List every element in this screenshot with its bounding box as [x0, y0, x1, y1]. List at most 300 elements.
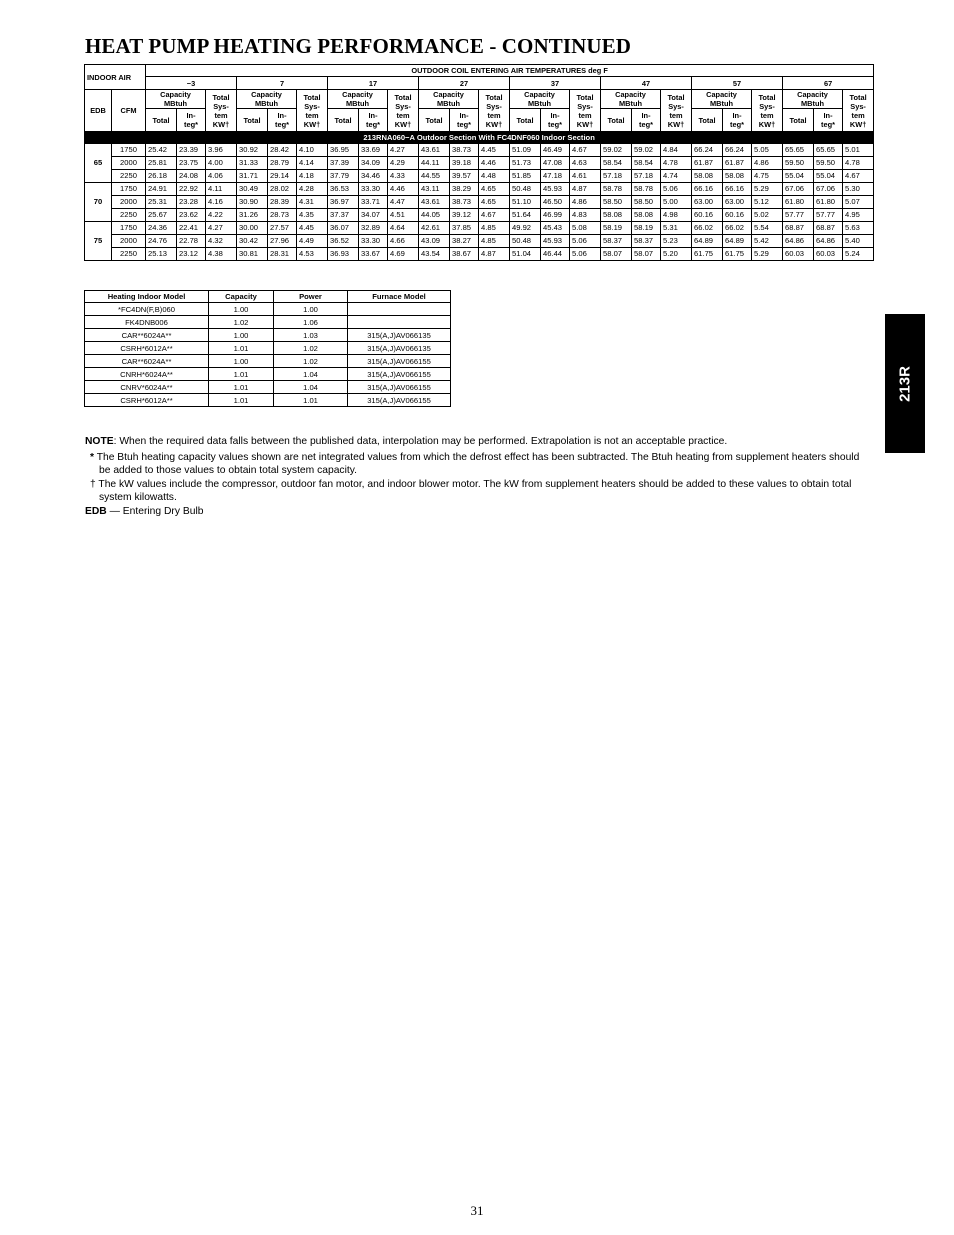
temperature-header: 7 — [237, 77, 328, 90]
performance-value: 30.90 — [237, 196, 268, 209]
edb-value: 65 — [85, 144, 112, 183]
performance-value: 61.80 — [814, 196, 843, 209]
total-capacity-header: Total — [328, 109, 359, 132]
performance-value: 60.03 — [814, 248, 843, 261]
note-interpolation: NOTE: When the required data falls between the published data, interpolation may be performed. Extrapolation is not an acceptable practice. — [85, 436, 728, 447]
table-row — [85, 291, 451, 303]
note-capacity-footnote: * The Btuh heating capacity values shown are net integrated values from which the defrost effect has been subtracted. The Btuh heating from supplement heaters should be added to those values to obtain total system capacity. — [90, 451, 860, 476]
performance-value: 4.95 — [843, 209, 874, 222]
edb-value: 70 — [85, 183, 112, 222]
table-row — [85, 196, 874, 209]
model-table-cell: 1.04 — [274, 368, 348, 381]
capacity-header: Capacity MBtuh — [146, 90, 206, 109]
performance-value: 5.06 — [661, 183, 692, 196]
performance-value: 58.08 — [692, 170, 723, 183]
performance-value: 25.67 — [146, 209, 177, 222]
performance-value: 47.08 — [541, 157, 570, 170]
performance-value: 58.37 — [601, 235, 632, 248]
integrated-capacity-header: In- teg* — [814, 109, 843, 132]
section-tab-label: 213R — [896, 365, 914, 402]
section-tab — [885, 314, 925, 453]
performance-value: 47.18 — [541, 170, 570, 183]
performance-value: 57.77 — [814, 209, 843, 222]
performance-value: 59.02 — [632, 144, 661, 157]
notes-section — [85, 435, 865, 518]
total-capacity-header: Total — [510, 109, 541, 132]
model-table-cell: CAR**6024A** — [85, 355, 209, 368]
integrated-capacity-header: In- teg* — [177, 109, 206, 132]
performance-value: 25.42 — [146, 144, 177, 157]
performance-value: 30.49 — [237, 183, 268, 196]
performance-value: 4.38 — [206, 248, 237, 261]
total-system-kw-header: Total Sys- tem KW† — [570, 90, 601, 132]
performance-value: 46.99 — [541, 209, 570, 222]
performance-value: 5.02 — [752, 209, 783, 222]
performance-value: 58.54 — [601, 157, 632, 170]
performance-value: 43.61 — [419, 196, 450, 209]
total-capacity-header: Total — [783, 109, 814, 132]
model-table-cell: 315(A,J)AV066135 — [348, 342, 451, 355]
performance-value: 5.40 — [843, 235, 874, 248]
performance-value: 4.75 — [752, 170, 783, 183]
performance-value: 25.31 — [146, 196, 177, 209]
performance-value: 34.09 — [359, 157, 388, 170]
performance-value: 43.61 — [419, 144, 450, 157]
total-capacity-header: Total — [601, 109, 632, 132]
performance-value: 50.48 — [510, 183, 541, 196]
performance-value: 66.24 — [692, 144, 723, 157]
performance-value: 64.86 — [783, 235, 814, 248]
performance-value: 37.79 — [328, 170, 359, 183]
total-system-kw-header: Total Sys- tem KW† — [388, 90, 419, 132]
heating-performance-table — [84, 64, 874, 261]
performance-value: 4.00 — [206, 157, 237, 170]
performance-value: 66.16 — [723, 183, 752, 196]
performance-value: 51.85 — [510, 170, 541, 183]
performance-value: 51.04 — [510, 248, 541, 261]
table-row — [85, 248, 874, 261]
performance-value: 39.18 — [450, 157, 479, 170]
model-table-cell: CAR**6024A** — [85, 329, 209, 342]
performance-value: 26.18 — [146, 170, 177, 183]
performance-value: 66.24 — [723, 144, 752, 157]
performance-value: 50.48 — [510, 235, 541, 248]
performance-value: 4.69 — [388, 248, 419, 261]
performance-value: 68.87 — [783, 222, 814, 235]
performance-value: 46.44 — [541, 248, 570, 261]
performance-value: 39.12 — [450, 209, 479, 222]
performance-value: 60.16 — [723, 209, 752, 222]
performance-value: 5.54 — [752, 222, 783, 235]
performance-value: 4.16 — [206, 196, 237, 209]
temperature-header: 27 — [419, 77, 510, 90]
performance-value: 60.16 — [692, 209, 723, 222]
performance-value: 61.87 — [723, 157, 752, 170]
performance-value: 4.22 — [206, 209, 237, 222]
table-row — [85, 90, 874, 109]
table-row — [85, 329, 451, 342]
performance-value: 38.27 — [450, 235, 479, 248]
performance-value: 43.54 — [419, 248, 450, 261]
table-row — [85, 316, 451, 329]
performance-value: 44.55 — [419, 170, 450, 183]
note-edb-definition: EDB — Entering Dry Bulb — [85, 505, 204, 517]
performance-value: 30.92 — [237, 144, 268, 157]
performance-value: 4.49 — [297, 235, 328, 248]
performance-value: 25.81 — [146, 157, 177, 170]
performance-value: 37.85 — [450, 222, 479, 235]
performance-value: 4.27 — [206, 222, 237, 235]
performance-value: 38.73 — [450, 144, 479, 157]
performance-value: 28.31 — [268, 248, 297, 261]
cfm-value: 2250 — [112, 209, 146, 222]
total-system-kw-header: Total Sys- tem KW† — [661, 90, 692, 132]
performance-value: 58.08 — [632, 209, 661, 222]
total-system-kw-header: Total Sys- tem KW† — [479, 90, 510, 132]
performance-value: 5.06 — [570, 235, 601, 248]
table-row — [85, 144, 874, 157]
performance-value: 45.43 — [541, 222, 570, 235]
indoor-air-header: INDOOR AIR — [85, 65, 146, 90]
performance-value: 23.28 — [177, 196, 206, 209]
model-table-cell: CNRV*6024A** — [85, 381, 209, 394]
performance-value: 4.87 — [479, 248, 510, 261]
cfm-value: 1750 — [112, 222, 146, 235]
page-title: HEAT PUMP HEATING PERFORMANCE - CONTINUED — [85, 34, 632, 58]
performance-value: 64.86 — [814, 235, 843, 248]
performance-value: 4.61 — [570, 170, 601, 183]
performance-value: 58.50 — [632, 196, 661, 209]
performance-value: 32.89 — [359, 222, 388, 235]
cfm-value: 2250 — [112, 248, 146, 261]
performance-value: 5.30 — [843, 183, 874, 196]
performance-value: 31.71 — [237, 170, 268, 183]
performance-value: 36.53 — [328, 183, 359, 196]
performance-value: 38.29 — [450, 183, 479, 196]
model-table-cell: 315(A,J)AV066135 — [348, 329, 451, 342]
performance-value: 4.18 — [297, 170, 328, 183]
model-table-cell: 1.01 — [274, 394, 348, 407]
performance-value: 66.16 — [692, 183, 723, 196]
performance-value: 5.63 — [843, 222, 874, 235]
performance-value: 4.27 — [388, 144, 419, 157]
performance-value: 61.75 — [723, 248, 752, 261]
performance-value: 39.57 — [450, 170, 479, 183]
performance-value: 4.63 — [570, 157, 601, 170]
performance-value: 4.87 — [570, 183, 601, 196]
section-title: 213RNA060−A Outdoor Section With FC4DNF060 Indoor Section — [85, 132, 874, 144]
performance-value: 4.65 — [479, 196, 510, 209]
total-capacity-header: Total — [419, 109, 450, 132]
performance-value: 4.28 — [297, 183, 328, 196]
cfm-value: 1750 — [112, 183, 146, 196]
edb-value: 75 — [85, 222, 112, 261]
performance-value: 4.32 — [206, 235, 237, 248]
performance-value: 58.19 — [632, 222, 661, 235]
model-table-cell: 1.01 — [209, 381, 274, 394]
performance-value: 28.79 — [268, 157, 297, 170]
table-row — [85, 222, 874, 235]
model-table-cell: 1.01 — [209, 394, 274, 407]
performance-value: 45.93 — [541, 235, 570, 248]
performance-value: 66.02 — [692, 222, 723, 235]
performance-value: 65.65 — [783, 144, 814, 157]
integrated-capacity-header: In- teg* — [359, 109, 388, 132]
performance-value: 4.06 — [206, 170, 237, 183]
performance-value: 22.92 — [177, 183, 206, 196]
performance-value: 67.06 — [814, 183, 843, 196]
total-capacity-header: Total — [692, 109, 723, 132]
performance-value: 4.86 — [752, 157, 783, 170]
model-table-cell: 315(A,J)AV066155 — [348, 368, 451, 381]
performance-value: 30.00 — [237, 222, 268, 235]
edb-column-header: EDB — [85, 90, 112, 132]
indoor-model-correction-table — [84, 290, 451, 407]
performance-value: 33.69 — [359, 144, 388, 157]
temperature-header: 57 — [692, 77, 783, 90]
performance-value: 23.12 — [177, 248, 206, 261]
performance-value: 5.31 — [661, 222, 692, 235]
performance-value: 4.45 — [479, 144, 510, 157]
performance-value: 4.66 — [388, 235, 419, 248]
performance-value: 51.10 — [510, 196, 541, 209]
table-row — [85, 65, 874, 77]
model-table-header: Furnace Model — [348, 291, 451, 303]
model-table-cell: CSRH*6012A** — [85, 342, 209, 355]
table-row — [85, 235, 874, 248]
performance-value: 5.07 — [843, 196, 874, 209]
integrated-capacity-header: In- teg* — [723, 109, 752, 132]
total-capacity-header: Total — [146, 109, 177, 132]
performance-value: 4.31 — [297, 196, 328, 209]
performance-value: 5.42 — [752, 235, 783, 248]
model-table-cell: 1.00 — [209, 329, 274, 342]
table-row — [85, 77, 874, 90]
performance-value: 4.85 — [479, 222, 510, 235]
performance-value: 44.11 — [419, 157, 450, 170]
performance-value: 3.96 — [206, 144, 237, 157]
performance-value: 58.07 — [601, 248, 632, 261]
model-table-cell: 1.03 — [274, 329, 348, 342]
performance-value: 5.01 — [843, 144, 874, 157]
performance-value: 25.13 — [146, 248, 177, 261]
table-row — [85, 368, 451, 381]
temperature-header: 47 — [601, 77, 692, 90]
performance-value: 22.78 — [177, 235, 206, 248]
performance-value: 31.26 — [237, 209, 268, 222]
capacity-header: Capacity MBtuh — [510, 90, 570, 109]
performance-value: 28.73 — [268, 209, 297, 222]
performance-value: 36.07 — [328, 222, 359, 235]
table-row — [85, 183, 874, 196]
performance-value: 43.11 — [419, 183, 450, 196]
temperature-header: 67 — [783, 77, 874, 90]
performance-value: 33.30 — [359, 235, 388, 248]
performance-value: 27.57 — [268, 222, 297, 235]
performance-value: 5.20 — [661, 248, 692, 261]
performance-value: 58.08 — [723, 170, 752, 183]
performance-value: 5.08 — [570, 222, 601, 235]
cfm-value: 2000 — [112, 157, 146, 170]
performance-value: 4.10 — [297, 144, 328, 157]
performance-value: 67.06 — [783, 183, 814, 196]
total-system-kw-header: Total Sys- tem KW† — [297, 90, 328, 132]
capacity-header: Capacity MBtuh — [783, 90, 843, 109]
cfm-value: 1750 — [112, 144, 146, 157]
performance-value: 4.14 — [297, 157, 328, 170]
performance-value: 68.87 — [814, 222, 843, 235]
capacity-header: Capacity MBtuh — [601, 90, 661, 109]
performance-value: 4.45 — [297, 222, 328, 235]
table-row — [85, 303, 451, 316]
cfm-column-header: CFM — [112, 90, 146, 132]
table-row — [85, 170, 874, 183]
integrated-capacity-header: In- teg* — [268, 109, 297, 132]
table-row — [85, 381, 451, 394]
performance-value: 34.07 — [359, 209, 388, 222]
integrated-capacity-header: In- teg* — [632, 109, 661, 132]
model-table-cell: CNRH*6024A** — [85, 368, 209, 381]
model-table-cell: FK4DNB006 — [85, 316, 209, 329]
performance-value: 4.67 — [843, 170, 874, 183]
performance-value: 61.75 — [692, 248, 723, 261]
cfm-value: 2000 — [112, 196, 146, 209]
page-number: 31 — [470, 1203, 484, 1218]
model-table-cell: 315(A,J)AV066155 — [348, 355, 451, 368]
capacity-header: Capacity MBtuh — [692, 90, 752, 109]
performance-value: 28.42 — [268, 144, 297, 157]
performance-value: 57.77 — [783, 209, 814, 222]
table-row — [85, 132, 874, 144]
performance-value: 4.46 — [479, 157, 510, 170]
performance-value: 36.52 — [328, 235, 359, 248]
performance-value: 38.67 — [450, 248, 479, 261]
model-table-cell: 315(A,J)AV066155 — [348, 381, 451, 394]
performance-value: 58.50 — [601, 196, 632, 209]
performance-value: 51.73 — [510, 157, 541, 170]
performance-value: 46.50 — [541, 196, 570, 209]
performance-value: 36.97 — [328, 196, 359, 209]
performance-value: 46.49 — [541, 144, 570, 157]
table-row — [85, 209, 874, 222]
performance-value: 51.09 — [510, 144, 541, 157]
performance-value: 4.51 — [388, 209, 419, 222]
performance-value: 4.46 — [388, 183, 419, 196]
performance-value: 4.29 — [388, 157, 419, 170]
model-table-cell: 1.00 — [209, 355, 274, 368]
temperature-header: −3 — [146, 77, 237, 90]
temperature-header: 37 — [510, 77, 601, 90]
model-table-cell: CSRH*6012A** — [85, 394, 209, 407]
performance-value: 60.03 — [783, 248, 814, 261]
performance-value: 59.50 — [814, 157, 843, 170]
integrated-capacity-header: In- teg* — [450, 109, 479, 132]
performance-value: 4.48 — [479, 170, 510, 183]
performance-value: 4.98 — [661, 209, 692, 222]
performance-value: 4.83 — [570, 209, 601, 222]
model-table-cell: 1.04 — [274, 381, 348, 394]
performance-value: 37.37 — [328, 209, 359, 222]
performance-value: 33.30 — [359, 183, 388, 196]
cfm-value: 2000 — [112, 235, 146, 248]
model-table-cell: 1.00 — [209, 303, 274, 316]
performance-value: 4.84 — [661, 144, 692, 157]
temperature-header: 17 — [328, 77, 419, 90]
model-table-cell: 315(A,J)AV066155 — [348, 394, 451, 407]
performance-value: 24.91 — [146, 183, 177, 196]
performance-value: 4.35 — [297, 209, 328, 222]
performance-value: 61.80 — [783, 196, 814, 209]
performance-value: 61.87 — [692, 157, 723, 170]
performance-value: 42.61 — [419, 222, 450, 235]
performance-value: 5.12 — [752, 196, 783, 209]
model-table-cell — [348, 316, 451, 329]
performance-value: 4.78 — [661, 157, 692, 170]
performance-value: 5.06 — [570, 248, 601, 261]
model-table-header: Power — [274, 291, 348, 303]
model-table-cell: *FC4DN(F,B)060 — [85, 303, 209, 316]
total-system-kw-header: Total Sys- tem KW† — [206, 90, 237, 132]
performance-value: 4.33 — [388, 170, 419, 183]
model-table-cell: 1.02 — [209, 316, 274, 329]
performance-value: 4.11 — [206, 183, 237, 196]
model-table-header: Capacity — [209, 291, 274, 303]
table-row — [85, 355, 451, 368]
total-capacity-header: Total — [237, 109, 268, 132]
performance-value: 4.67 — [570, 144, 601, 157]
performance-value: 66.02 — [723, 222, 752, 235]
outdoor-temp-header: OUTDOOR COIL ENTERING AIR TEMPERATURES deg F — [146, 65, 874, 77]
performance-value: 29.14 — [268, 170, 297, 183]
performance-value: 55.04 — [783, 170, 814, 183]
performance-value: 24.08 — [177, 170, 206, 183]
performance-value: 27.96 — [268, 235, 297, 248]
performance-value: 58.08 — [601, 209, 632, 222]
performance-value: 5.29 — [752, 183, 783, 196]
performance-value: 24.36 — [146, 222, 177, 235]
performance-value: 49.92 — [510, 222, 541, 235]
performance-value: 28.02 — [268, 183, 297, 196]
performance-value: 30.81 — [237, 248, 268, 261]
performance-value: 58.19 — [601, 222, 632, 235]
performance-value: 30.42 — [237, 235, 268, 248]
performance-value: 4.53 — [297, 248, 328, 261]
performance-value: 38.73 — [450, 196, 479, 209]
performance-value: 4.64 — [388, 222, 419, 235]
performance-value: 57.18 — [632, 170, 661, 183]
performance-value: 31.33 — [237, 157, 268, 170]
performance-value: 64.89 — [692, 235, 723, 248]
model-table-cell: 1.06 — [274, 316, 348, 329]
performance-value: 36.95 — [328, 144, 359, 157]
performance-value: 57.18 — [601, 170, 632, 183]
performance-value: 24.76 — [146, 235, 177, 248]
cfm-value: 2250 — [112, 170, 146, 183]
performance-value: 4.78 — [843, 157, 874, 170]
note-kw-footnote: † The kW values include the compressor, outdoor fan motor, and indoor blower motor. The kW from supplement heaters should be added to these values to obtain total system kilowatts. — [90, 478, 852, 503]
performance-value: 22.41 — [177, 222, 206, 235]
performance-value: 5.24 — [843, 248, 874, 261]
model-table-cell: 1.02 — [274, 355, 348, 368]
performance-value: 58.78 — [601, 183, 632, 196]
performance-value: 4.67 — [479, 209, 510, 222]
performance-value: 64.89 — [723, 235, 752, 248]
performance-value: 34.46 — [359, 170, 388, 183]
performance-value: 58.07 — [632, 248, 661, 261]
performance-value: 37.39 — [328, 157, 359, 170]
performance-value: 44.05 — [419, 209, 450, 222]
performance-value: 5.29 — [752, 248, 783, 261]
